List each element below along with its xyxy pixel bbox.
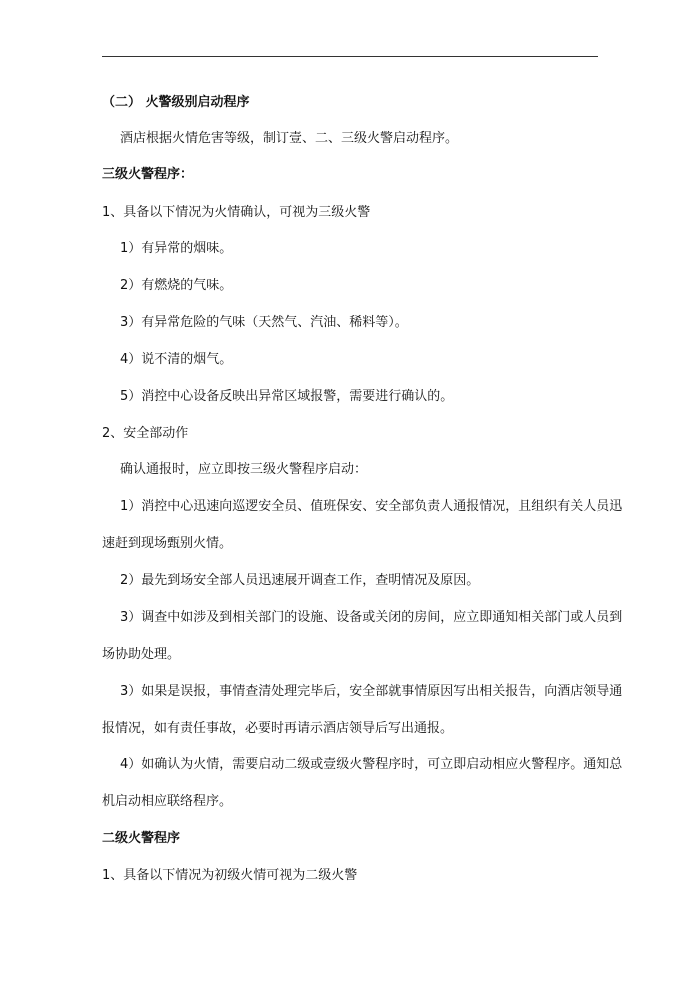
action-line-wrap: 场协助处理。	[102, 647, 181, 662]
item1-subitem: 1）有异常的烟味。	[120, 241, 233, 256]
action-line: 1）消控中心迅速向巡逻安全员、值班保安、安全部负责人通报情况，且组织有关人员迅	[120, 499, 623, 514]
action-line: 3）如果是误报，事情查清处理完毕后，安全部就事情原因写出相关报告，向酒店领导通	[120, 684, 623, 699]
item1-subitem: 5）消控中心设备反映出异常区域报警，需要进行确认的。	[120, 389, 454, 404]
header-rule	[102, 56, 598, 57]
item1-subitem: 2）有燃烧的气味。	[120, 278, 233, 293]
action-line-wrap: 报情况，如有责任事故，必要时再请示酒店领导后写出通报。	[102, 721, 454, 736]
item2-heading: 2、安全部动作	[102, 426, 189, 441]
action-line: 4）如确认为火情，需要启动二级或壹级火警程序时，可立即启动相应火警程序。通知总	[120, 757, 623, 772]
action-line: 2）最先到场安全部人员迅速展开调查工作，查明情况及原因。	[120, 573, 480, 588]
action-line-wrap: 速赶到现场甄别火情。	[102, 536, 233, 551]
action-line: 3）调查中如涉及到相关部门的设施、设备或关闭的房间，应立即通知相关部门或人员到	[120, 610, 623, 625]
confirm-line: 确认通报时，应立即按三级火警程序启动：	[120, 462, 368, 477]
action-line-wrap: 机启动相应联络程序。	[102, 794, 233, 809]
intro-paragraph: 酒店根据火情危害等级，制订壹、二、三级火警启动程序。	[120, 131, 459, 146]
level2-heading: 二级火警程序	[102, 831, 181, 846]
level3-heading: 三级火警程序：	[102, 167, 194, 182]
level2-item1: 1、具备以下情况为初级火情可视为二级火警	[102, 868, 358, 883]
item1-heading: 1、具备以下情况为火情确认，可视为三级火警	[102, 205, 371, 220]
item1-subitem: 4）说不清的烟气。	[120, 352, 233, 367]
item1-subitem: 3）有异常危险的气味（天然气、汽油、稀料等）。	[120, 315, 408, 330]
section-title: （二） 火警级别启动程序	[102, 95, 250, 110]
